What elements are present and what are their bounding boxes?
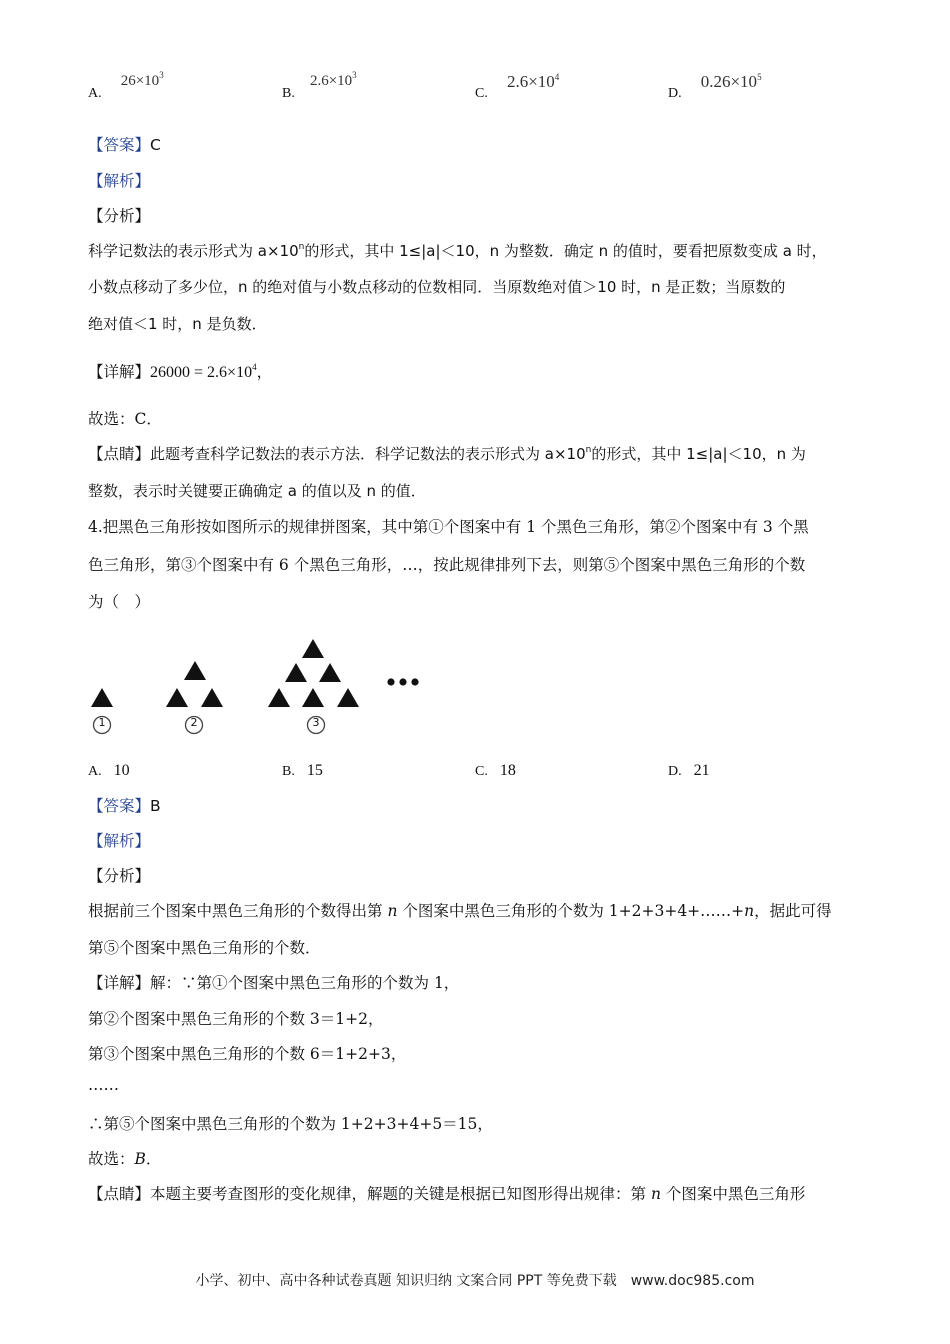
q3-fenxi-line-1: 科学记数法的表示形式为 $a\times 10^n$的形式，其中 1≤|a|＜10，n 为整数．确定 n 的值时，要看把原数变成 a 时，	[88, 242, 827, 260]
q4-analysis-tag: 【解析】	[88, 832, 151, 850]
q4-option-c: C. 18	[475, 762, 516, 779]
q4-detail-line-2: 第②个图案中黑色三角形的个数 3＝1+2，	[88, 1010, 384, 1028]
q3-fenxi-tag: 【分析】	[88, 207, 151, 225]
q3-detail: 【详解】$26000 = 2.6\times 10^4$，	[88, 362, 273, 381]
q4-detail-line-5: ∴第⑤个图案中黑色三角形的个数为 1+2+3+4+5＝15，	[88, 1115, 493, 1133]
black-triangle	[337, 688, 359, 707]
figure-label-2	[189, 716, 199, 729]
q4-option-b: B. 15	[282, 762, 323, 779]
black-triangle	[166, 688, 188, 707]
q4-comment-line-1: 【点睛】本题主要考查图形的变化规律，解题的关键是根据已知图形得出规律：第 n 个图案中黑色三角形	[88, 1185, 806, 1203]
option-math: $2.6\times 10^3$	[309, 70, 357, 89]
page-footer: 小学、初中、高中各种试卷真题 知识归纳 文案合同 PPT 等免费下载 www.doc985.com	[195, 1273, 755, 1289]
q4-option-a: A. 10	[88, 762, 130, 779]
figure-label-text: 3	[312, 716, 320, 729]
option-letter: A.	[88, 86, 102, 101]
figure-label-1	[97, 716, 107, 729]
q3-comment-line-1: 【点睛】此题考查科学记数法的表示方法．科学记数法的表示形式为 $a\times 10^n$的形式，其中 1≤|a|＜10，n 为	[88, 445, 806, 463]
black-triangle	[201, 688, 223, 707]
black-triangle	[184, 661, 206, 680]
black-triangle	[319, 663, 341, 682]
detail-tag: 【详解】	[88, 363, 151, 381]
q4-detail-line-4: ……	[88, 1076, 119, 1094]
q3-fenxi-line-3: 绝对值＜1 时，n 是负数．	[88, 315, 267, 333]
q3-option-d	[668, 72, 762, 102]
q3-option-b	[282, 70, 357, 102]
option-letter: D.	[668, 86, 682, 101]
option-letter: C.	[475, 86, 488, 101]
answer-value: C	[150, 136, 161, 154]
black-triangle	[302, 688, 324, 707]
q3-answer	[88, 134, 161, 156]
q4-stem-line-1: 4.把黑色三角形按如图所示的规律拼图案，其中第①个图案中有 1 个黑色三角形，第②个图案中有 3 个黑	[88, 518, 809, 536]
q4-detail-line-3: 第③个图案中黑色三角形的个数 6＝1+2+3，	[88, 1045, 407, 1063]
q3-choose: 故选：C．	[88, 410, 162, 428]
option-math: $26\times 10^3$	[120, 70, 164, 89]
q3-fenxi-line-2: 小数点移动了多少位，n 的绝对值与小数点移动的位数相同．当原数绝对值＞10 时，n 是正数；当原数的	[88, 278, 786, 296]
comment-tag: 【点睛】	[88, 445, 151, 463]
option-math: $2.6\times 10^4$	[506, 72, 560, 91]
q3-comment-line-2: 整数，表示时关键要正确确定 a 的值以及 n 的值．	[88, 482, 426, 500]
black-triangle	[302, 639, 324, 658]
figure-label-text: 2	[190, 716, 198, 729]
q4-fenxi-line-2: 第⑤个图案中黑色三角形的个数．	[88, 939, 321, 957]
black-triangle	[285, 663, 307, 682]
q4-answer: 【答案】B	[88, 797, 161, 815]
black-triangle	[268, 688, 290, 707]
black-triangle	[91, 688, 113, 707]
pattern-1	[91, 688, 113, 707]
figure-label-text: 1	[98, 716, 106, 729]
figure-label-3	[311, 716, 321, 729]
pattern-2	[166, 661, 223, 707]
q4-stem-line-2: 色三角形，第③个图案中有 6 个黑色三角形，…，按此规律排列下去，则第⑤个图案中黑色三角形的个数	[88, 556, 806, 574]
option-letter: B.	[282, 86, 295, 101]
answer-tag: 【答案】	[88, 136, 151, 154]
q4-stem-line-3: 为（ ）	[88, 593, 151, 611]
detail-formula: $26000 = 2.6\times 10^4$	[150, 362, 257, 381]
ellipsis-dots	[387, 678, 418, 685]
triangle-pattern-figure	[85, 632, 435, 742]
q3-analysis-tag: 【解析】	[88, 172, 151, 190]
option-math: $0.26\times 10^5$	[700, 72, 762, 91]
q4-fenxi-tag: 【分析】	[88, 867, 151, 885]
q4-choose: 故选：B．	[88, 1150, 162, 1168]
pattern-3	[268, 639, 359, 707]
q4-detail-line-1: 【详解】解：∵第①个图案中黑色三角形的个数为 1，	[88, 974, 460, 992]
q4-fenxi-line-1: 根据前三个图案中黑色三角形的个数得出第 n 个图案中黑色三角形的个数为 1+2+3+4+……+n，据此可得	[88, 902, 832, 920]
q4-option-d: D. 21	[668, 762, 710, 779]
q3-option-a	[88, 70, 164, 102]
q3-option-c	[475, 72, 560, 102]
pattern-labels	[94, 717, 325, 734]
